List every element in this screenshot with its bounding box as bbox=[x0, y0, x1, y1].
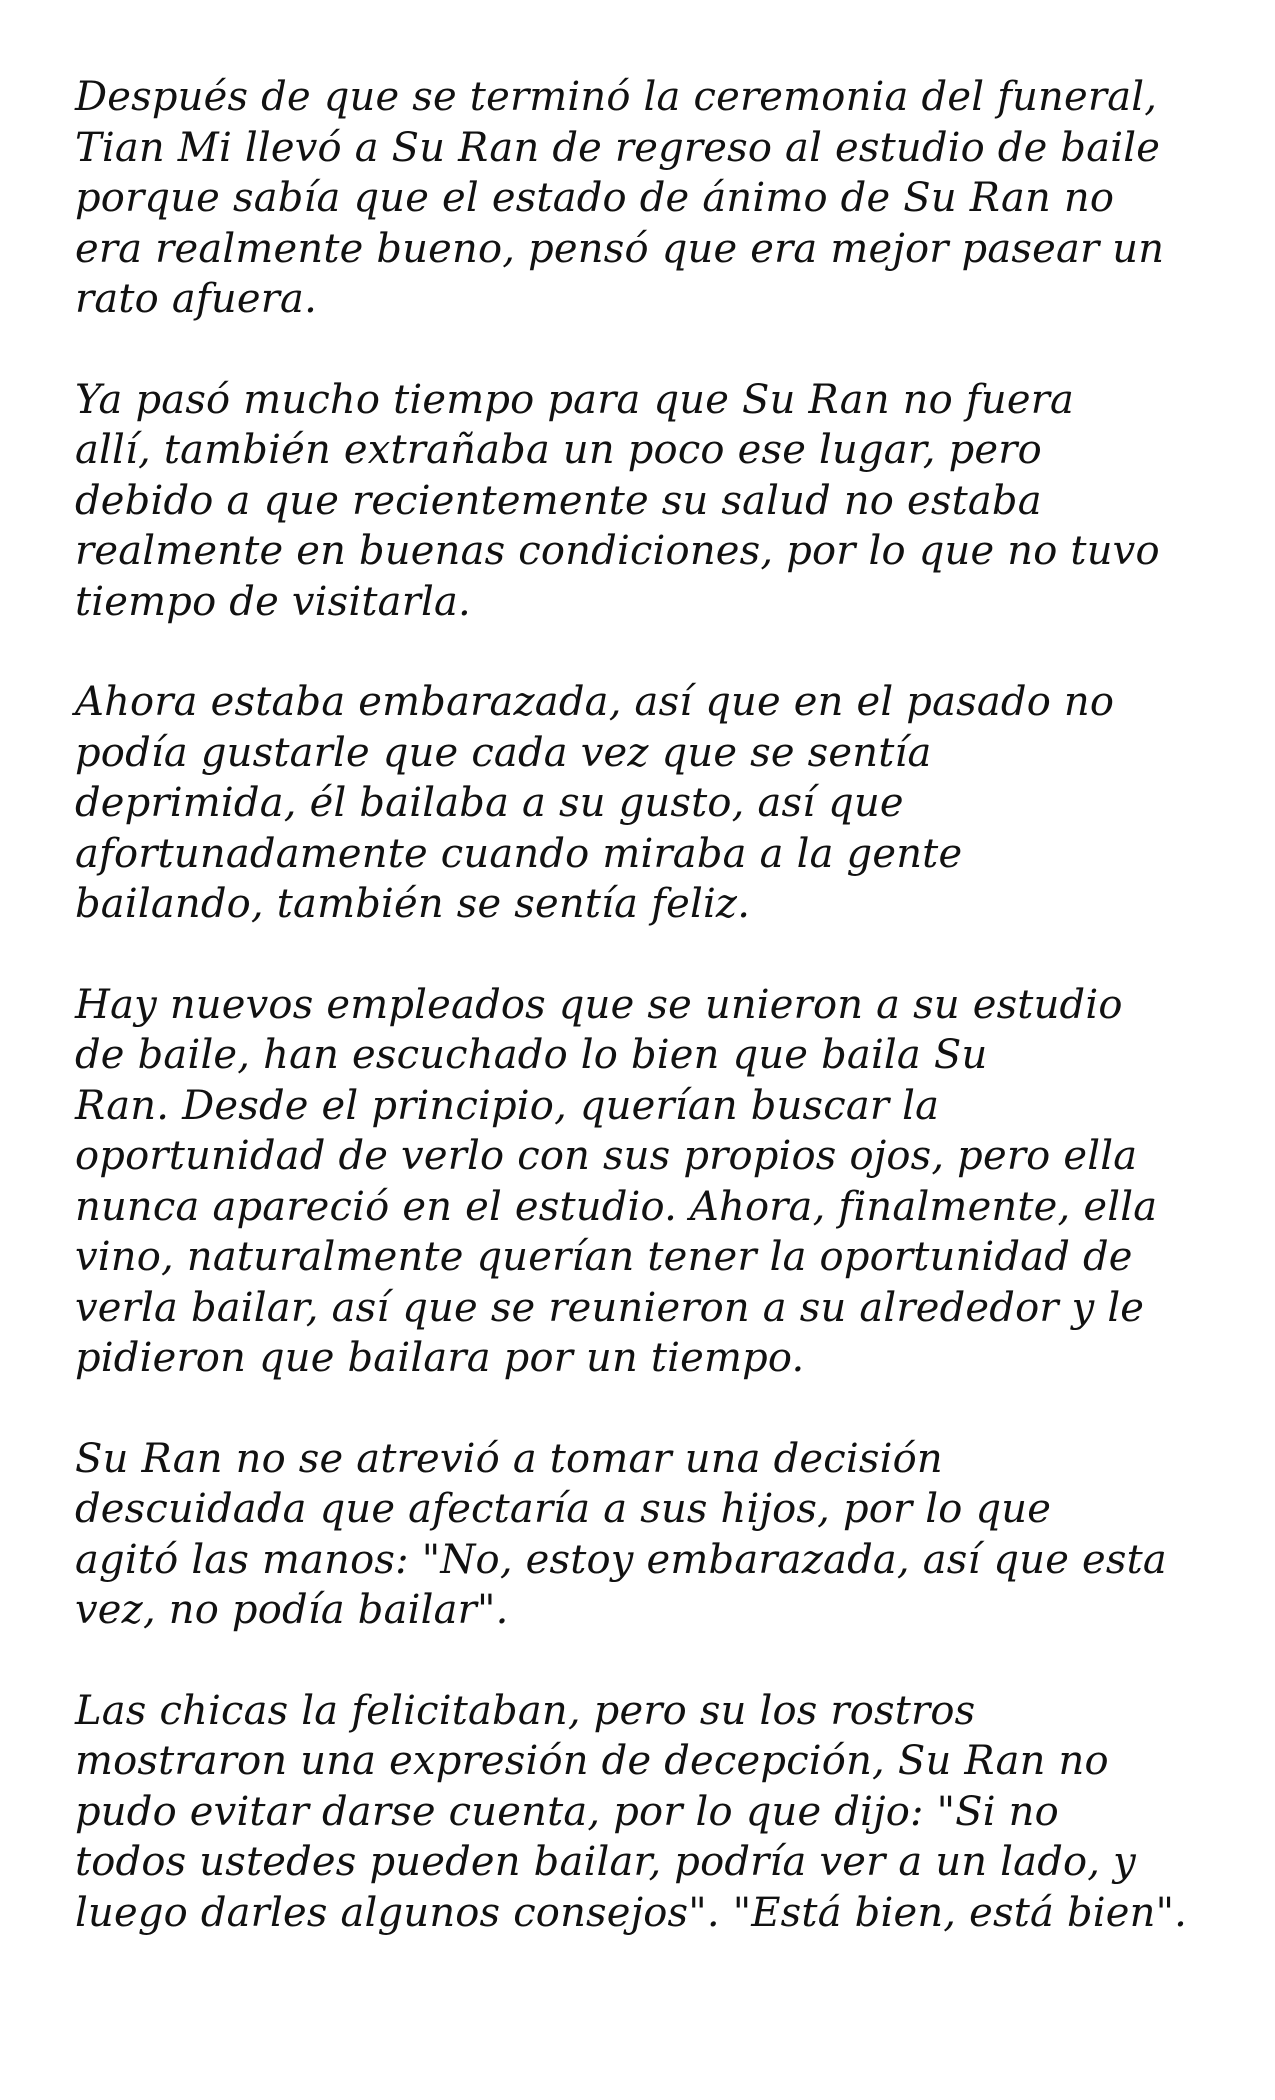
text-line: debido a que recientemente su salud no estaba bbox=[75, 477, 1042, 524]
text-line: allí, también extrañaba un poco ese lugar, pero bbox=[75, 427, 1042, 473]
text-line: agitó las manos: "No, estoy embarazada, así que esta bbox=[75, 1536, 1167, 1583]
text-line: vino, naturalmente querían tener la oportunidad de bbox=[75, 1234, 1133, 1280]
paragraph-6 bbox=[75, 1686, 1225, 1939]
paragraph-1 bbox=[75, 72, 1225, 325]
text-line: nunca apareció en el estudio. Ahora, finalmente, ella bbox=[75, 1183, 1158, 1230]
text-line: de baile, han escuchado lo bien que baila Su bbox=[75, 1032, 988, 1078]
text-line: mostraron una expresión de decepción, Su Ran no bbox=[75, 1738, 1109, 1784]
text-line: tiempo de visitarla. bbox=[75, 578, 471, 625]
text-line: pudo evitar darse cuenta, por lo que dijo: "Si no bbox=[75, 1788, 1059, 1835]
paragraph-5 bbox=[75, 1434, 1225, 1636]
paragraph-4 bbox=[75, 980, 1225, 1384]
text-line: Las chicas la felicitaban, pero su los rostros bbox=[75, 1687, 976, 1734]
text-line: Su Ran no se atrevió a tomar una decisión bbox=[75, 1435, 943, 1482]
text-line: luego darles algunos consejos". "Está bien, está bien". bbox=[75, 1889, 1188, 1936]
text-line: vez, no podía bailar". bbox=[75, 1587, 509, 1633]
paragraph-2 bbox=[75, 375, 1225, 628]
text-line: rato afuera. bbox=[75, 276, 318, 322]
text-line: todos ustedes pueden bailar, podría ver a un lado, y bbox=[75, 1839, 1136, 1885]
text-line: bailando, también se sentía feliz. bbox=[75, 881, 751, 927]
text-line: Ran. Desde el principio, querían buscar la bbox=[75, 1082, 940, 1129]
text-line: verla bailar, así que se reunieron a su alrededor y le bbox=[75, 1284, 1145, 1331]
text-line: Después de que se terminó la ceremonia del funeral, bbox=[75, 74, 1158, 120]
text-line: era realmente bueno, pensó que era mejor pasear un bbox=[75, 225, 1165, 272]
text-line: afortunadamente cuando miraba a la gente bbox=[75, 830, 963, 877]
text-line: deprimida, él bailaba a su gusto, así que bbox=[75, 780, 904, 826]
text-line: podía gustarle que cada vez que se sentía bbox=[75, 729, 932, 776]
text-line: descuidada que afectaría a sus hijos, por lo que bbox=[75, 1486, 1052, 1532]
document-body bbox=[75, 72, 1225, 1988]
text-line: Ahora estaba embarazada, así que en el pasado no bbox=[75, 679, 1115, 725]
text-line: Ya pasó mucho tiempo para que Su Ran no fuera bbox=[75, 376, 1075, 423]
text-line: oportunidad de verlo con sus propios ojos, pero ella bbox=[75, 1133, 1138, 1179]
paragraph-3 bbox=[75, 677, 1225, 930]
text-line: realmente en buenas condiciones, por lo que no tuvo bbox=[75, 528, 1160, 574]
text-line: Tian Mi llevó a Su Ran de regreso al estudio de baile bbox=[75, 124, 1161, 171]
text-line: porque sabía que el estado de ánimo de Su Ran no bbox=[75, 175, 1115, 221]
text-line: pidieron que bailara por un tiempo. bbox=[75, 1335, 805, 1381]
text-line: Hay nuevos empleados que se unieron a su estudio bbox=[75, 981, 1123, 1028]
